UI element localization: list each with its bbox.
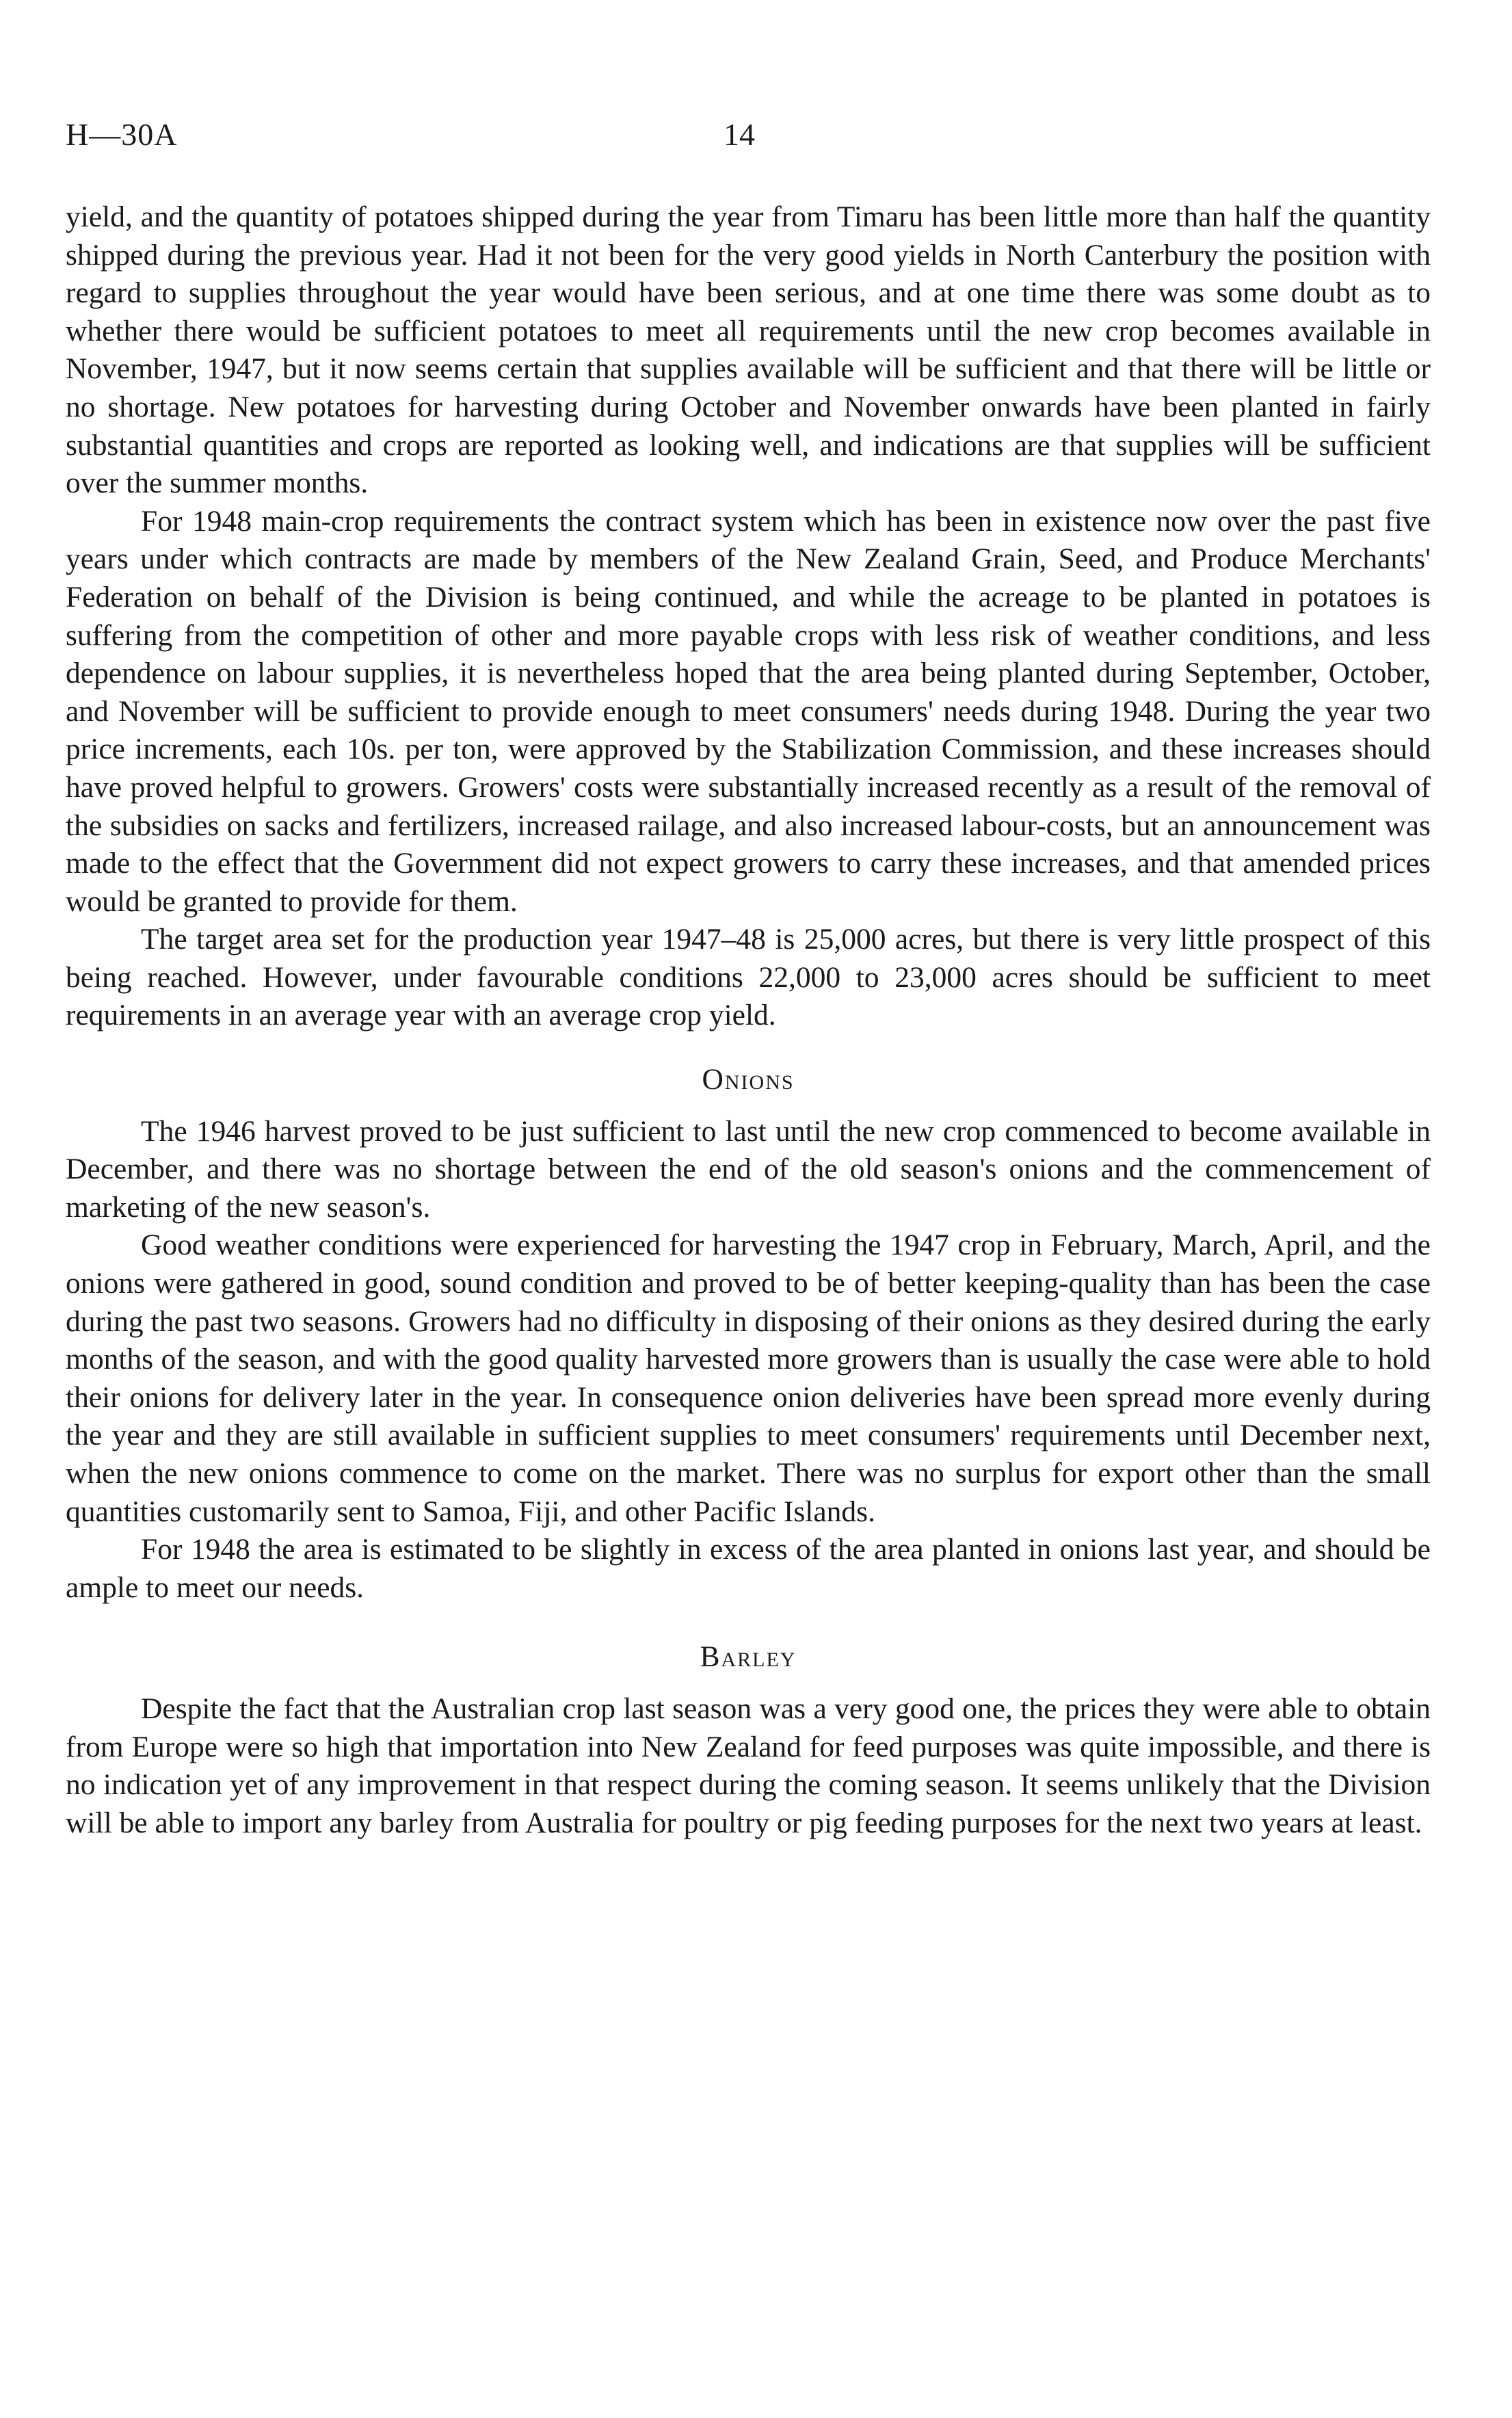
page-body xyxy=(66,198,1431,1842)
barley-heading: Barley xyxy=(700,1640,797,1674)
page-header xyxy=(66,116,1433,157)
onions-heading: Onions xyxy=(702,1063,795,1096)
document-reference-suffix: A xyxy=(154,117,178,152)
potatoes-paragraph-2: For 1948 main-crop requirements the contract system which has been in existence now over the past five years under which contracts are made by members of the New Zealand Grain, Seed, and Produce Merchants' Federation on behalf of the Division is being continued, and while the acreage to be planted in potatoes is suffering from the competition of other and more payable crops with less risk of weather conditions, and less dependence on labour supplies, it is nevertheless hoped that the area being planted during September, October, and November will be sufficient to provide enough to meet consumers' needs during 1948. During the year two price increments, each 10s. per ton, were approved by the Stabilization Commission, and these increases should have proved helpful to growers. Growers' costs were substantially increased recently as a result of the removal of the subsidies on sacks and fertilizers, increased railage, and also increased labour-costs, but an announcement was made to the effect that the Government did not expect growers to carry these increases, and that amended prices would be granted to provide for them. xyxy=(66,504,1431,918)
onions-paragraph-3: For 1948 the area is estimated to be slightly in excess of the area planted in onions last year, and should be ample to meet our needs. xyxy=(66,1533,1431,1604)
barley-paragraph-1: Despite the fact that the Australian crop last season was a very good one, the prices they were able to obtain from Europe were so high that importation into New Zealand for feed purposes was quite impossible, and there is no indication yet of any improvement in that respect during the coming season. It seems unlikely that the Division will be able to import any barley from Australia for poultry or pig feeding purposes for the next two years at least. xyxy=(66,1692,1431,1839)
onions-paragraph-2: Good weather conditions were experienced for harvesting the 1947 crop in February, March, April, and the onions were gathered in good, sound condition and proved to be of better keeping-quality than has been the case during the past two seasons. Growers had no difficulty in disposing of their onions as they desired during the early months of the season, and with the good quality harvested more growers than is usually the case were able to hold their onions for delivery later in the year. In consequence onion deliveries have been spread more evenly during the year and they are still available in sufficient supplies to meet consumers' requirements until December next, when the new onions commence to come on the market. There was no surplus for export other than the small quantities customarily sent to Samoa, Fiji, and other Pacific Islands. xyxy=(66,1228,1431,1528)
page-number: 14 xyxy=(724,117,755,152)
onions-paragraph-1: The 1946 harvest proved to be just sufficient to last until the new crop commenced to become available in December, and there was no shortage between the end of the old season's onions and the commencement of marketing of the new season's. xyxy=(66,1114,1431,1224)
potatoes-paragraph-3: The target area set for the production year 1947–48 is 25,000 acres, but there is very little prospect of this being reached. However, under favourable conditions 22,000 to 23,000 acres should be sufficient to meet requirements in an average year with an average crop yield. xyxy=(66,923,1431,1032)
document-reference xyxy=(66,116,177,153)
potatoes-paragraph-1: yield, and the quantity of potatoes shipped during the year from Timaru has been little more than half the quantity shipped during the previous year. Had it not been for the very good yields in North Canterbury the position with regard to supplies throughout the year would have been serious, and at one time there was some doubt as to whether there would be sufficient potatoes to meet all requirements until the new crop becomes available in November, 1947, but it now seems certain that supplies available will be sufficient and that there will be little or no shortage. New potatoes for harvesting during October and November onwards have been planted in fairly substantial quantities and crops are reported as looking well, and indications are that supplies will be sufficient over the summer months. xyxy=(66,200,1431,500)
document-reference-main: H—30 xyxy=(66,117,155,152)
